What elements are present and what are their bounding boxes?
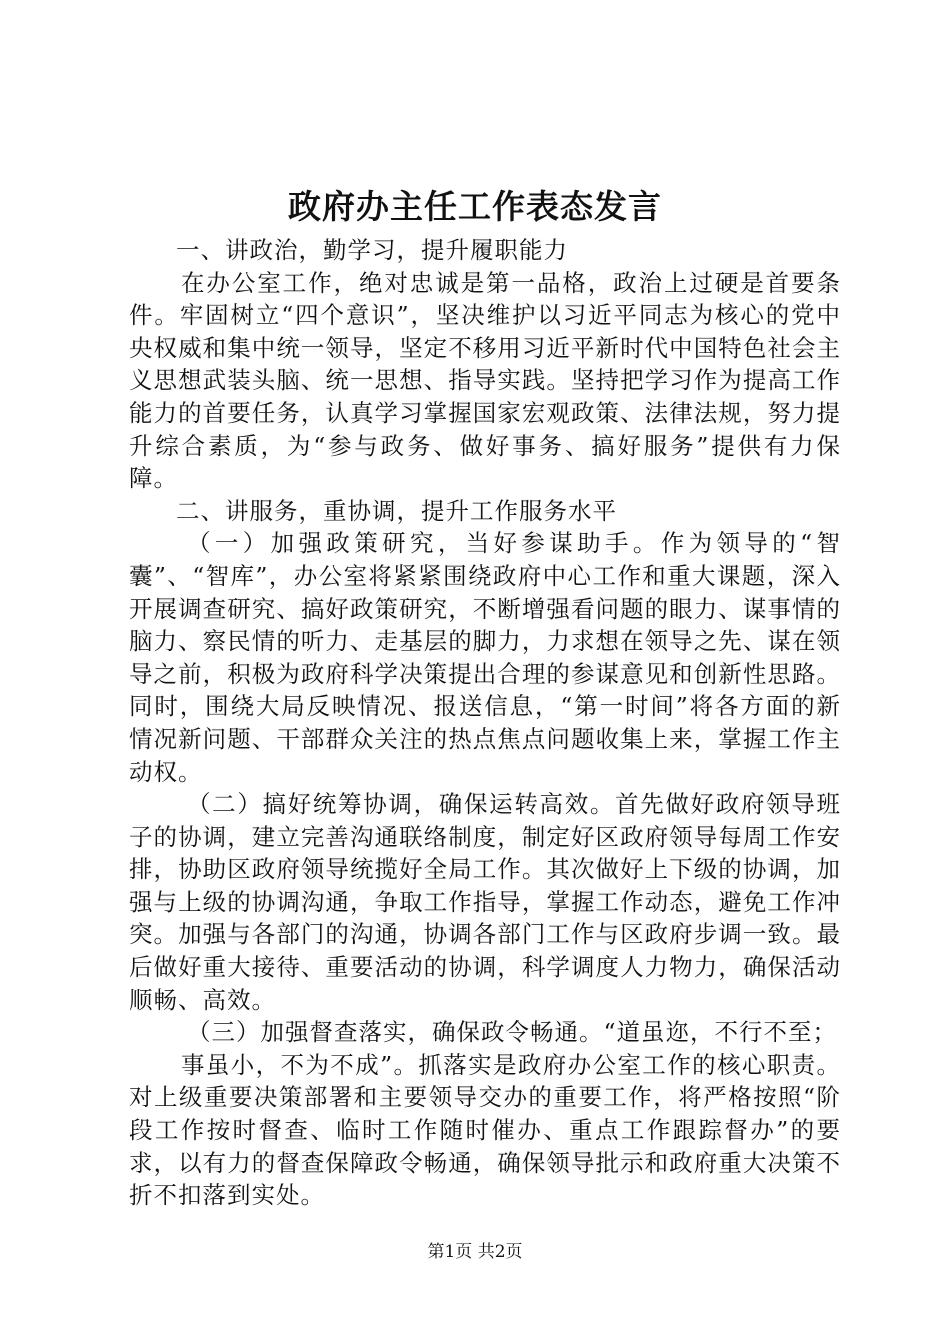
- document-body: [129, 234, 841, 1212]
- section-heading-1: 一、讲政治，勤学习，提升履职能力: [176, 236, 568, 264]
- body-paragraph: 事虽小，不为不成”。抓落实是政府办公室工作的核心职责。对上级重要决策部署和主要领导交办的重要工作，将严格按照“阶段工作按时督查、临时工作随时催办、重点工作跟踪督办”的要求，以有力的督查保障政令畅通，确保领导批示和政府重大决策不折不扣落到实处。: [129, 1050, 841, 1210]
- body-paragraph: （三）加强督查落实，确保政令畅通。“道虽迩，不行不至；: [187, 1018, 838, 1047]
- page-number: 第1页 共2页: [427, 1242, 523, 1262]
- document-title: 政府办主任工作表态发言: [288, 187, 662, 226]
- body-paragraph: （二）搞好统筹协调，确保运转高效。首先做好政府领导班子的协调，建立完善沟通联络制度，制定好区政府领导每周工作安排，协助区政府领导统揽好全局工作。其次做好上下级的协调，加强与上级的协调沟通，争取工作指导，掌握工作动态，避免工作冲突。加强与各部门的沟通，协调各部门工作与区政府步调一致。最后做好重大接待、重要活动的协调，科学调度人力物力，确保活动顺畅、高效。: [129, 790, 841, 1014]
- body-paragraph: 在办公室工作，绝对忠诚是第一品格，政治上过硬是首要条件。牢固树立“四个意识”，坚决维护以习近平同志为核心的党中央权威和集中统一领导，坚定不移用习近平新时代中国特色社会主义思想武装头脑、统一思想、指导实践。坚持把学习作为提高工作能力的首要任务，认真学习掌握国家宏观政策、法律法规，努力提升综合素质，为“参与政务、做好事务、搞好服务”提供有力保障。: [129, 268, 841, 493]
- section-heading-2: 二、讲服务，重协调，提升工作服务水平: [176, 496, 617, 525]
- body-paragraph: （一）加强政策研究，当好参谋助手。作为领导的“智囊”、“智库”，办公室将紧紧围绕政府中心工作和重大课题，深入开展调查研究、搞好政策研究，不断增强看问题的眼力、谋事情的脑力、察民情的听力、走基层的脚力，力求想在领导之先、谋在领导之前，积极为政府科学决策提出合理的参谋意见和创新性思路。同时，围绕大局反映情况、报送信息，“第一时间”将各方面的新情况新问题、干部群众关注的热点焦点问题收集上来，掌握工作主动权。: [129, 529, 841, 786]
